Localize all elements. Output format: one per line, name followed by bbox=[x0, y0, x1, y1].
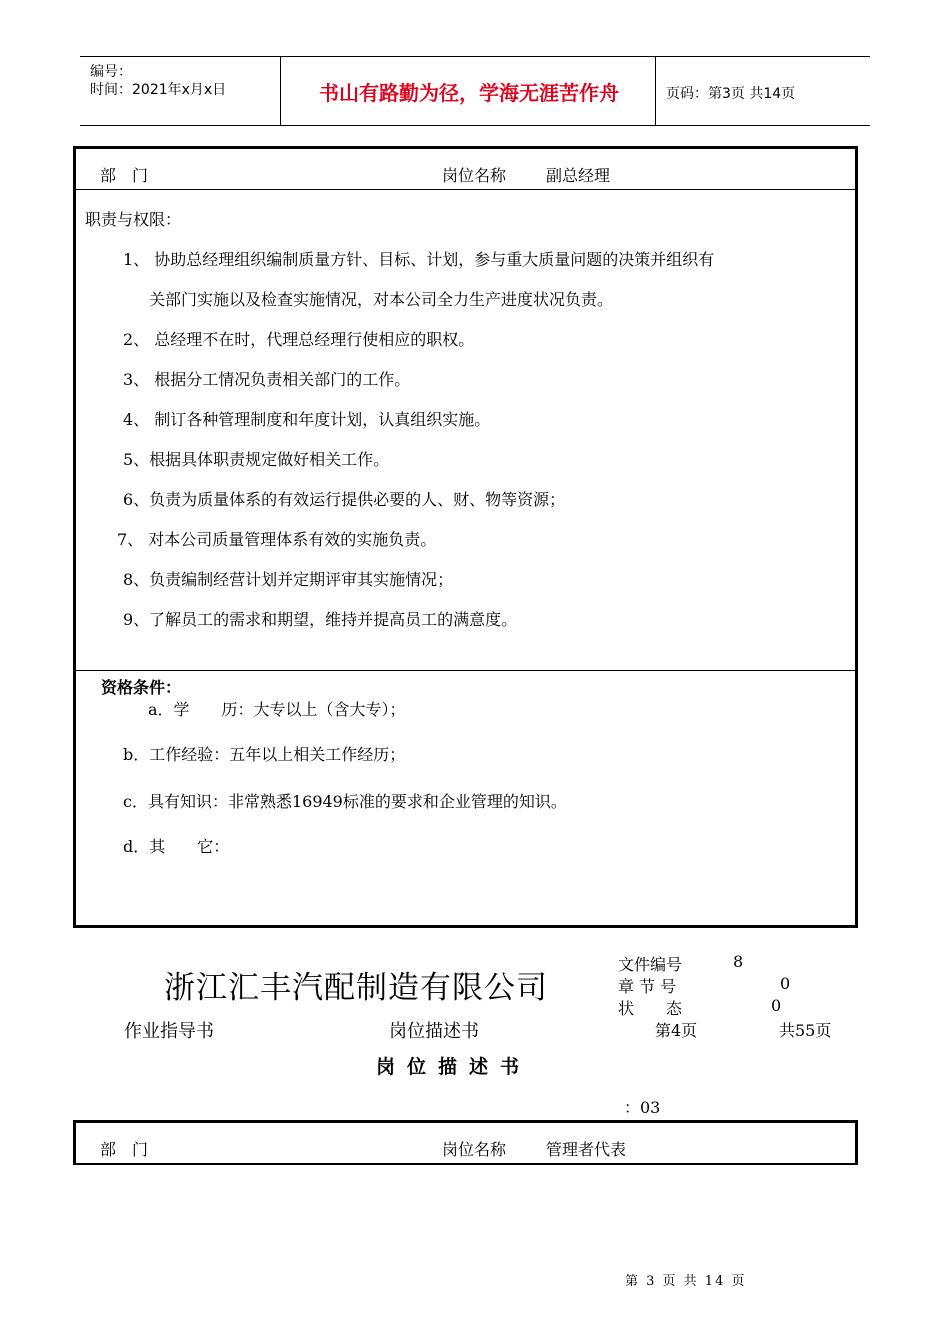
qualifications-heading: 资格条件： bbox=[101, 678, 182, 697]
duty-item: 2、 总经理不在时，代理总经理行使相应的职权。 bbox=[123, 330, 475, 349]
running-header bbox=[80, 56, 870, 126]
position-value: 管理者代表 bbox=[546, 1140, 627, 1159]
form-number: ：03 bbox=[624, 1098, 661, 1117]
qualification-item: c．具有知识：非常熟悉16949标准的要求和企业管理的知识。 bbox=[123, 792, 567, 811]
doc-number-label: 文件编号 bbox=[618, 955, 683, 974]
job-description-box bbox=[73, 1120, 858, 1165]
chapter-label: 章 节 号 bbox=[618, 977, 677, 996]
dept-label: 部 门 bbox=[100, 166, 149, 185]
duties-heading: 职责与权限： bbox=[85, 210, 182, 229]
duty-item: 4、 制订各种管理制度和年度计划，认真组织实施。 bbox=[123, 410, 491, 429]
page-number: 第4页 bbox=[655, 1021, 698, 1040]
doc-type: 岗位描述书 bbox=[389, 1021, 479, 1042]
dept-label: 部 门 bbox=[100, 1140, 149, 1159]
position-label: 岗位名称 bbox=[442, 1140, 507, 1159]
duty-item: 6、负责为质量体系的有效运行提供必要的人、财、物等资源； bbox=[123, 490, 566, 509]
total-pages: 共55页 bbox=[779, 1021, 832, 1040]
row-divider bbox=[76, 670, 855, 671]
status-value: 0 bbox=[771, 996, 782, 1015]
status-label: 状 态 bbox=[618, 999, 683, 1018]
duty-item: 7、 对本公司质量管理体系有效的实施负责。 bbox=[117, 530, 437, 549]
job-description-box bbox=[73, 146, 858, 928]
duty-item: 9、了解员工的需求和期望，维持并提高员工的满意度。 bbox=[123, 610, 518, 629]
duty-item: 8、负责编制经营计划并定期评审其实施情况； bbox=[123, 570, 454, 589]
page-footer: 第 3 页 共 14 页 bbox=[625, 1274, 747, 1289]
duty-item: 关部门实施以及检查实施情况，对本公司全力生产进度状况负责。 bbox=[149, 290, 614, 309]
page-indicator: 页码：第3页 共14页 bbox=[666, 86, 796, 102]
company-name: 浙江汇丰汽配制造有限公司 bbox=[164, 970, 548, 1006]
time-label: 时间：2021年x月x日 bbox=[90, 82, 227, 98]
chapter-value: 0 bbox=[780, 974, 791, 993]
position-label: 岗位名称 bbox=[442, 166, 507, 185]
qualification-item: d．其 它： bbox=[123, 837, 230, 856]
form-title: 岗位描述书 bbox=[376, 1056, 532, 1078]
header-divider bbox=[280, 57, 281, 125]
qualification-item: a．学 历：大专以上（含大专）； bbox=[148, 700, 406, 719]
header-divider bbox=[655, 57, 656, 125]
doc-number-value: 8 bbox=[733, 952, 744, 971]
motto: 书山有路勤为径，学海无涯苦作舟 bbox=[319, 80, 619, 105]
number-label: 编号： bbox=[90, 64, 132, 80]
duty-item: 1、 协助总经理组织编制质量方针、目标、计划，参与重大质量问题的决策并组织有 bbox=[123, 250, 715, 269]
qualification-item: b．工作经验：五年以上相关工作经历； bbox=[123, 745, 406, 764]
duty-item: 3、 根据分工情况负责相关部门的工作。 bbox=[123, 370, 411, 389]
guide-label: 作业指导书 bbox=[124, 1021, 214, 1042]
position-value: 副总经理 bbox=[546, 166, 611, 185]
row-divider bbox=[76, 189, 855, 190]
duty-item: 5、根据具体职责规定做好相关工作。 bbox=[123, 450, 390, 469]
